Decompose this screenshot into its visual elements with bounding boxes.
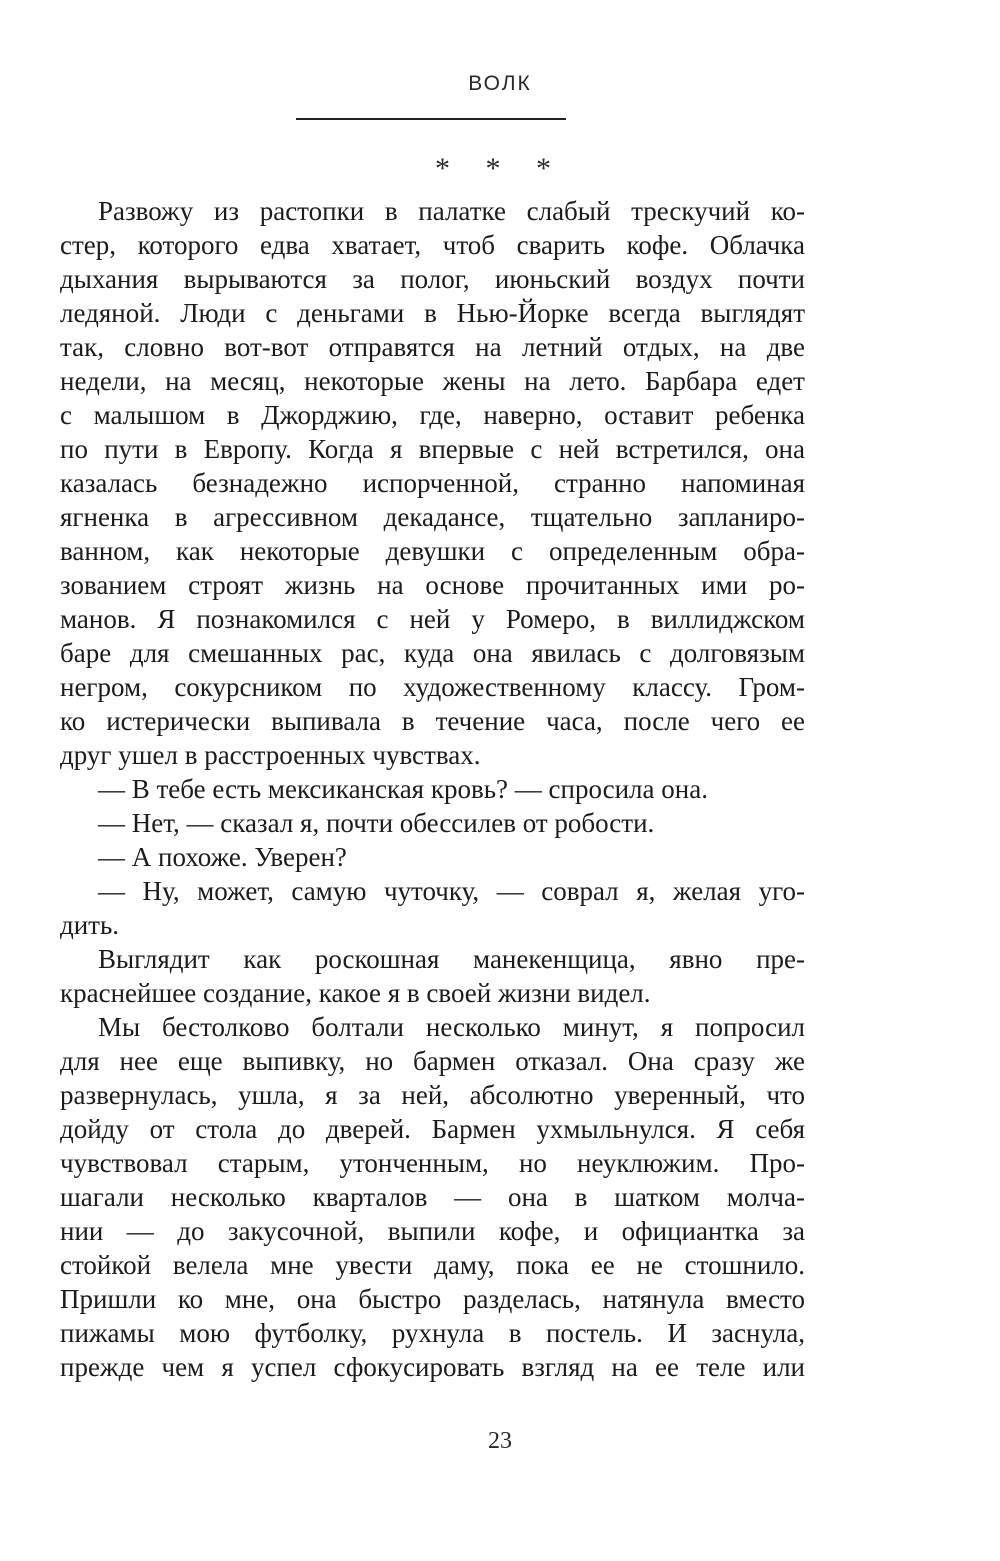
text-line: стойкой велела мне увести даму, пока ее не стошнило. — [60, 1250, 805, 1280]
text-line: Мы бестолково болтали несколько минут, я попросил — [98, 1012, 805, 1042]
text-line: баре для смешанных рас, куда она явилась с долговязым — [60, 638, 805, 668]
text-line: Пришли ко мне, она быстро разделась, натянула вместо — [60, 1284, 805, 1314]
text-line: с малышом в Джорджию, где, наверно, оставит ребенка — [60, 400, 805, 430]
text-line: ванном, как некоторые девушки с определенным обра- — [60, 536, 805, 566]
text-line: манов. Я познакомился с ней у Ромеро, в виллиджском — [60, 604, 805, 634]
text-line: по пути в Европу. Когда я впервые с ней встретился, она — [60, 434, 805, 464]
text-line: чувствовал старым, утонченным, но неуклюжим. Про- — [60, 1148, 805, 1178]
text-line: ягненка в агрессивном декадансе, тщательно заплaниро- — [60, 502, 805, 532]
text-line: друг ушел в расстроенных чувствах. — [60, 740, 481, 770]
text-line: недели, на месяц, некоторые жены на лето. Барбара едет — [60, 366, 805, 396]
text-line: зованием строят жизнь на основе прочитанных ими ро- — [60, 570, 805, 600]
text-line: стер, которого едва хватает, чтоб сварить кофе. Облачка — [60, 230, 805, 260]
text-line: развернулась, ушла, я за ней, абсолютно уверенный, что — [60, 1080, 805, 1110]
text-line: для нее еще выпивку, но бармен отказал. Она сразу же — [60, 1046, 805, 1076]
text-line: краснейшее создание, какое я в своей жизни видел. — [60, 978, 651, 1008]
page-number: 23 — [488, 1428, 512, 1454]
section-break: * * * — [435, 152, 565, 185]
text-line: нии — до закусочной, выпили кофе, и официантка за — [60, 1216, 805, 1246]
dialogue-line: — Ну, может, самую чуточку, — соврал я, желая уго- — [98, 876, 805, 906]
text-line: дыхания вырываются за полог, июньский воздух почти — [60, 264, 805, 294]
text-line: негром, сокурсником по художественному классу. Гром- — [60, 672, 805, 702]
dialogue-line: — А похоже. Уверен? — [98, 842, 347, 872]
text-line: Выглядит как роскошная манекенщица, явно пре- — [98, 944, 805, 974]
text-line: ко истерически выпивала в течение часа, после чего ее — [60, 706, 805, 736]
text-line: Развожу из растопки в палатке слабый трескучий ко- — [98, 196, 805, 226]
text-line: дить. — [60, 910, 120, 940]
text-line: ледяной. Люди с деньгами в Нью-Йорке всегда выглядят — [60, 298, 805, 328]
text-line: прежде чем я успел сфокусировать взгляд на ее теле или — [60, 1352, 805, 1382]
dialogue-line: — В тебе есть мексиканская кровь? — спросила она. — [98, 774, 708, 804]
text-line: дойду от стола до дверей. Бармен ухмыльнулся. Я себя — [60, 1114, 805, 1144]
text-line: казалась безнадежно испорченной, странно напоминая — [60, 468, 805, 498]
dialogue-line: — Нет, — сказал я, почти обессилев от робости. — [98, 808, 655, 838]
running-title: ВОЛК — [468, 72, 532, 95]
text-line: шагали несколько кварталов — она в шатком молча- — [60, 1182, 805, 1212]
text-line: так, словно вот-вот отправятся на летний отдых, на две — [60, 332, 805, 362]
header-rule — [296, 118, 566, 120]
body-text — [60, 194, 805, 1384]
text-line: пижамы мою футболку, рухнула в постель. И заснула, — [60, 1318, 805, 1348]
